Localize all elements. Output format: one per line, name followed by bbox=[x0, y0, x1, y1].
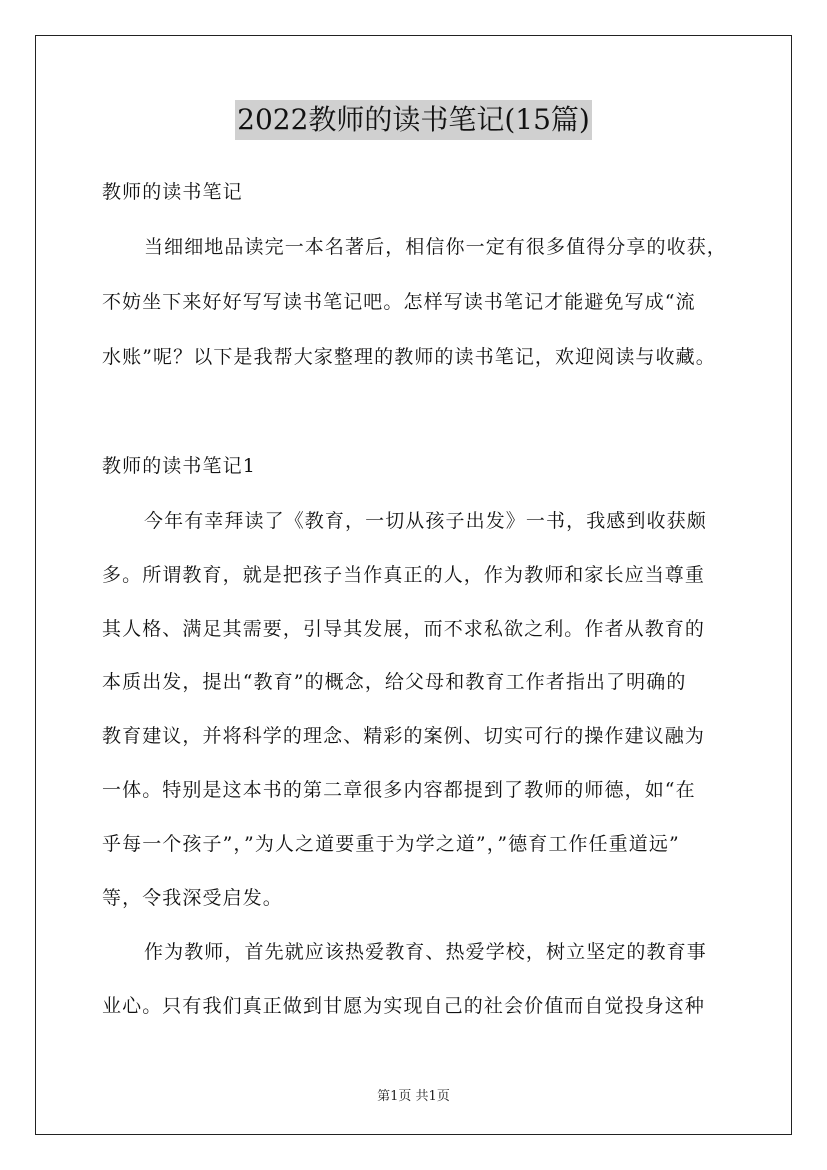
intro-line: 当细细地品读完一本名著后，相信你一定有很多值得分享的收获， bbox=[144, 236, 727, 258]
paragraph-line: 本质出发，提出“教育”的概念，给父母和教育工作者指出了明确的 bbox=[102, 671, 687, 693]
document-heading: 教师的读书笔记 bbox=[102, 181, 243, 203]
section-heading: 教师的读书笔记1 bbox=[102, 455, 256, 477]
document-title: 2022教师的读书笔记(15篇) bbox=[235, 100, 592, 140]
paragraph-line: 业心。只有我们真正做到甘愿为实现自己的社会价值而自觉投身这种 bbox=[102, 995, 706, 1017]
intro-line: 水账”呢？以下是我帮大家整理的教师的读书笔记，欢迎阅读与收藏。 bbox=[102, 346, 716, 368]
paragraph-line: 一体。特别是这本书的第二章很多内容都提到了教师的师德，如“在 bbox=[102, 779, 696, 801]
paragraph-line: 乎每一个孩子”，”为人之道要重于为学之道”，”德育工作任重道远” bbox=[102, 833, 680, 855]
paragraph-line: 教育建议，并将科学的理念、精彩的案例、切实可行的操作建议融为 bbox=[102, 725, 706, 747]
paragraph-line: 今年有幸拜读了《教育，一切从孩子出发》一书，我感到收获颇 bbox=[144, 510, 707, 532]
intro-line: 不妨坐下来好好写写读书笔记吧。怎样写读书笔记才能避免写成“流 bbox=[102, 291, 696, 313]
paragraph-line: 作为教师，首先就应该热爱教育、热爱学校，树立坚定的教育事 bbox=[144, 941, 707, 963]
paragraph-line: 多。所谓教育，就是把孩子当作真正的人，作为教师和家长应当尊重 bbox=[102, 564, 706, 586]
paragraph-line: 其人格、满足其需要，引导其发展，而不求私欲之利。作者从教育的 bbox=[102, 618, 706, 640]
paragraph-line: 等，令我深受启发。 bbox=[102, 887, 283, 909]
title-container bbox=[0, 100, 827, 140]
page-footer: 第1页 共1页 bbox=[377, 1089, 450, 1104]
